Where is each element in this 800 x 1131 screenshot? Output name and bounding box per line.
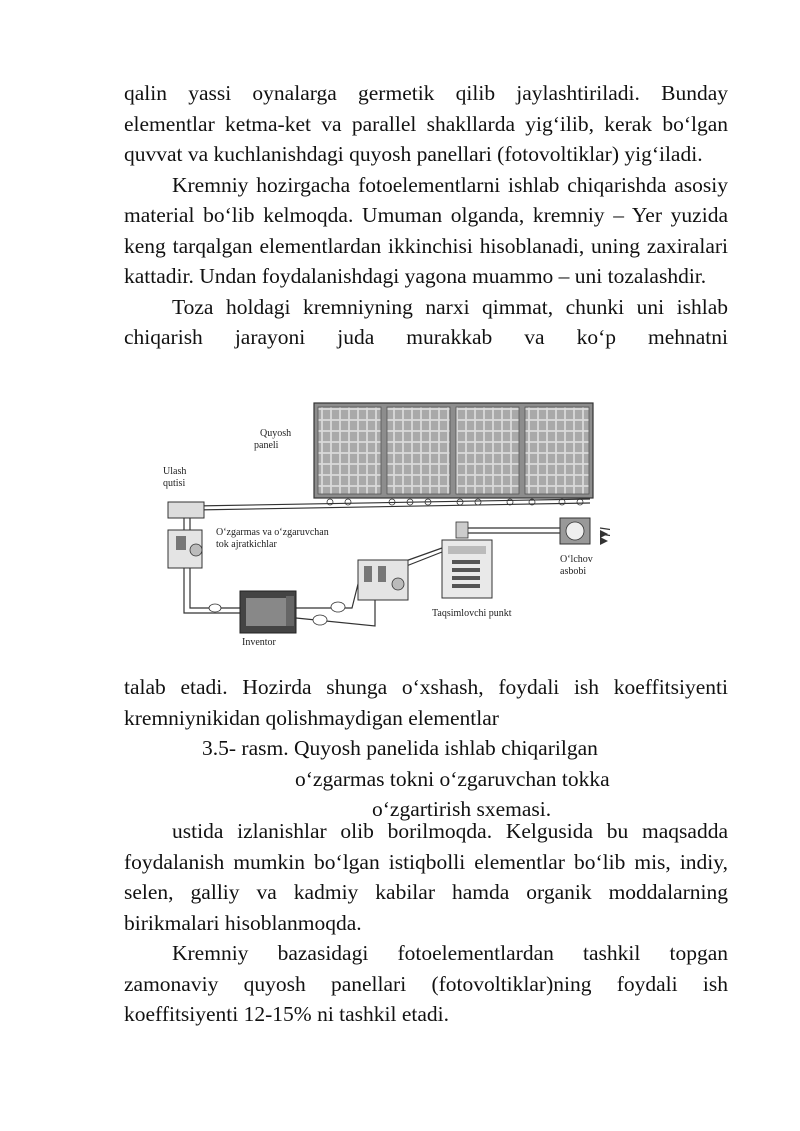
ac-disconnect-switch <box>358 560 408 600</box>
label-dc-ac-switches-line1: O‘zgarmas va o‘zgaruvchan <box>216 527 329 538</box>
figure-caption <box>124 733 728 825</box>
paragraph: Kremniy hozirgacha fotoelementlarni ishlab chiqarishda asosiy material bo‘lib kelmoqda. Umuman olganda, kremniy – Yer yuzida keng tarqalgan elementlardan ikkinchisi hisoblanadi, uning zaxiralari kattadir. Undan foydalanishdagi yagona muammo – uni tozalashdir. <box>124 172 728 288</box>
label-junction-box-line2: qutisi <box>163 478 186 489</box>
paragraph: Kremniy bazasidagi fotoelementlardan tashkil topgan zamonaviy quyosh panellari (fotovoltiklar)ning foydali ish koeffitsiyenti 12-15% ni tashkil etadi. <box>124 941 728 1026</box>
junction-box <box>168 502 204 518</box>
label-solar-panel-line1: Quyosh <box>260 428 292 439</box>
label-dc-ac-switches-line2: tok ajratkichlar <box>216 539 277 550</box>
label-junction-box-line1: Ulash <box>163 466 187 477</box>
paragraph: ustida izlanishlar olib borilmoqda. Kelgusida bu maqsadda foydalanish mumkin bo‘lgan istiqbolli elementlar bo‘lib mis, indiy, selen, galliy va kadmiy kabilar hamda organik moddalarning birikmalari hisoblanmoqda. <box>124 819 728 935</box>
caption-line: o‘zgartirish sxemasi. <box>372 797 552 821</box>
panel-module <box>456 407 519 494</box>
inverter <box>240 591 296 633</box>
dc-disconnect-switch <box>168 530 202 568</box>
text-block-top <box>124 78 728 353</box>
panel-module <box>318 407 381 494</box>
label-inverter: Inventor <box>242 637 276 648</box>
solar-panel-array <box>314 403 593 505</box>
text-block-bottom <box>124 816 728 1030</box>
paragraph: talab etadi. Hozirda shunga o‘xshash, foydali ish koeffitsiyenti kremniynikidan qolishmaydigan elementlar <box>124 675 728 730</box>
caption-line: o‘zgarmas tokni o‘zgaruvchan tokka <box>295 766 610 791</box>
paragraph: Toza holdagi kremniyning narxi qimmat, chunki uni ishlab chiqarish jarayoni juda murakkab va ko‘p mehnatni <box>124 294 728 349</box>
label-meter-line1: O‘lchov <box>560 554 593 565</box>
caption-line: 3.5- rasm. Quyosh panelida ishlab chiqarilgan <box>202 736 598 760</box>
label-solar-panel-line2: paneli <box>254 440 279 451</box>
solar-system-diagram <box>160 398 610 653</box>
label-distribution-point: Taqsimlovchi punkt <box>432 608 512 619</box>
panel-module <box>387 407 450 494</box>
electric-meter <box>560 518 590 544</box>
text-block-after-figure <box>124 672 728 733</box>
paragraph: qalin yassi oynalarga germetik qilib jaylashtiriladi. Bunday elementlar ketma-ket va parallel shakllarda yig‘ilib, kerak bo‘lgan quvvat va kuchlanishdagi quyosh panellari (fotovoltiklar) yig‘iladi. <box>124 81 728 166</box>
panel-module <box>525 407 589 494</box>
diagram-svg <box>160 398 610 653</box>
label-meter-line2: asbobi <box>560 566 587 577</box>
